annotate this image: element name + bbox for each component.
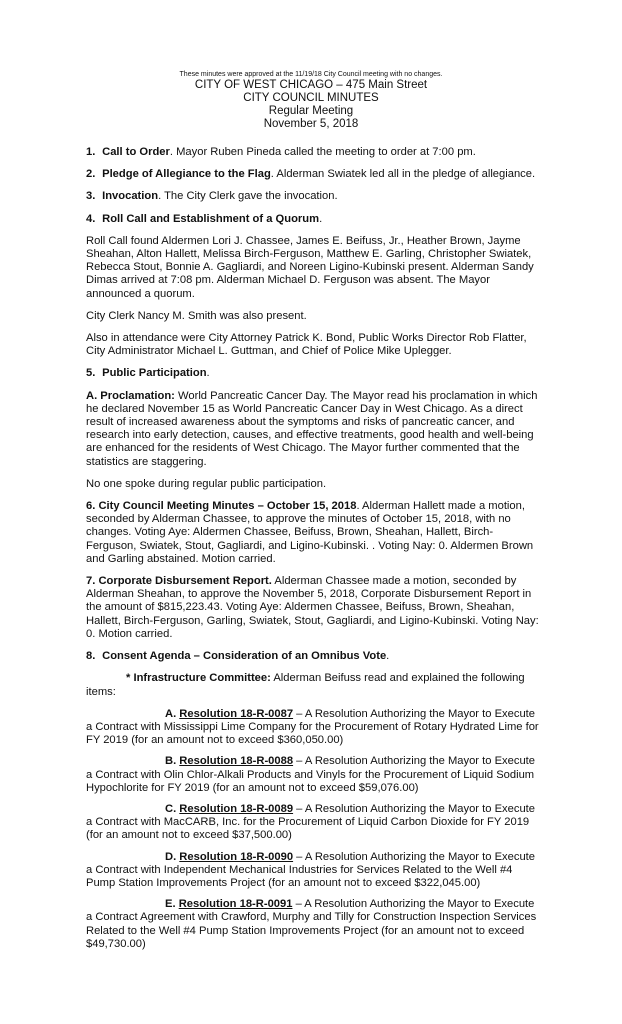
section-number: 8. [86, 650, 96, 663]
header-document-type: CITY COUNCIL MINUTES [243, 92, 379, 104]
header-meeting-type: Regular Meeting [268, 105, 354, 117]
no-one-spoke-paragraph: No one spoke during regular public participation. [86, 477, 327, 490]
resolution-letter: E. [165, 898, 176, 911]
infrastructure-committee-title: * Infrastructure Committee: [126, 672, 271, 685]
resolution-letter: A. [165, 707, 177, 720]
section-text: . The City Clerk gave the invocation. [158, 190, 338, 203]
proclamation-title: A. Proclamation: [86, 389, 175, 402]
resolution-id: Resolution 18-R-0091 [178, 898, 293, 911]
section-number: 5. [86, 367, 96, 380]
resolution-item [86, 851, 542, 891]
section-title: City Council Meeting Minutes – October 15, 2018 [98, 500, 357, 513]
document-header [0, 70, 622, 131]
resolution-item [86, 708, 542, 748]
minutes-body [86, 146, 542, 959]
section-number: 2. [86, 168, 96, 181]
clerk-paragraph: City Clerk Nancy M. Smith was also present. [86, 309, 307, 322]
resolution-text: – A Resolution Authorizing the Mayor to Execute a Contract with Mississippi Lime Company for the Procurement of Rotary Hydrated Lime for FY 2019 (for an amount not to exceed $360,050.00) [86, 707, 539, 747]
resolution-item [86, 898, 542, 951]
section-title: Public Participation [102, 367, 207, 380]
section-text: . [206, 367, 210, 380]
resolution-text: – A Resolution Authorizing the Mayor to Execute a Contract with Independent Mechanical Industries for Services Related to the Well #4 Pump Station Improvements Project (for an amount not to exceed $322,045.00) [86, 850, 535, 889]
section-text: . Mayor Ruben Pineda called the meeting to order at 7:00 pm. [169, 146, 476, 158]
proclamation-paragraph [86, 390, 542, 469]
section-disbursement-report [86, 575, 542, 641]
infrastructure-committee-text: Alderman Beifuss read and explained the following items: [86, 672, 525, 698]
resolution-id: Resolution 18-R-0090 [179, 850, 294, 863]
attendance-paragraph: Also in attendance were City Attorney Patrick K. Bond, Public Works Director Rob Flatter, City Administrator Michael L. Guttman, and Chief of Police Mike Uplegger. [86, 332, 527, 358]
resolution-text: – A Resolution Authorizing the Mayor to Execute a Contract with Olin Chlor-Alkali Products and Vinyls for the Procurement of Liquid Sodium Hypochlorite for FY 2019 (for an amount not to exceed $59,076.00) [86, 755, 535, 794]
resolution-item [86, 755, 542, 795]
section-pledge [86, 168, 542, 181]
section-text: . [386, 650, 390, 663]
proclamation-text: World Pancreatic Cancer Day. The Mayor read his proclamation in which he declared November 15 as World Pancreatic Cancer Day in West Chicago. As a direct result of increased awareness about the symptoms and risks of pancreatic cancer, and research into early detection, causes, and effective treatments, good health and well-being are enhanced for the residents of West Chicago. The Mayor further commented that the statistics are staggering. [86, 389, 538, 468]
section-title: Call to Order [102, 146, 170, 158]
resolution-letter: B. [165, 755, 177, 768]
roll-call-paragraph: Roll Call found Aldermen Lori J. Chassee, James E. Beifuss, Jr., Heather Brown, Jayme Sheahan, Alton Hallett, Melissa Birch-Ferguson, Matthew E. Garling, Christopher Swiatek, Rebecca Stout, Bonnie A. Gagliardi, and Noreen Ligino-Kubinski present. Alderman Sandy Dimas arrived at 7:08 pm. Alderman Michael D. Ferguson was absent. The Mayor announced a quorum. [86, 234, 534, 300]
section-text: . [319, 212, 323, 225]
section-number: 3. [86, 190, 96, 203]
section-meeting-minutes [86, 500, 542, 566]
section-public-participation [86, 367, 542, 380]
approval-note: These minutes were approved at the 11/19/18 City Council meeting with no changes. [179, 71, 443, 78]
resolution-text: – A Resolution Authorizing the Mayor to Execute a Contract Agreement with Crawford, Murphy and Tilly for Construction Inspection Services Related to the Well #4 Pump Station Improvements Project (for an amount not to exceed $49,730.00) [86, 898, 537, 950]
resolution-letter: D. [165, 850, 177, 863]
section-title: Pledge of Allegiance to the Flag [102, 168, 271, 181]
section-number: 4. [86, 212, 96, 225]
section-number: 6. [86, 500, 96, 513]
section-title: Corporate Disbursement Report. [98, 575, 272, 588]
section-text: Alderman Chassee made a motion, seconded by Alderman Sheahan, to approve the November 5, 2018, Corporate Disbursement Report in the amount of $815,223.43. Voting Aye: Aldermen Chassee, Beifuss, Brown, Sheahan, Hallett, Birch-Ferguson, Garling, Swiatek, Stout, Gagliardi, and Ligino-Kubinski. Voting Nay: 0. Motion carried. [86, 575, 539, 640]
section-title: Consent Agenda – Consideration of an Omnibus Vote [102, 650, 387, 663]
section-title: Roll Call and Establishment of a Quorum [102, 212, 320, 225]
section-number: 7. [86, 575, 96, 588]
section-text: . Alderman Hallett made a motion, seconded by Alderman Chassee, to approve the minutes of October 15, 2018, with no changes. Voting Aye: Aldermen Chassee, Beifuss, Brown, Sheahan, Hallett, Birch-Ferguson, Swiatek, Stout, Gagliardi, and Ligino-Kubinski. . Voting Nay: 0. Aldermen Brown and Garling abstained. Motion carried. [86, 500, 534, 565]
section-text: . Alderman Swiatek led all in the pledge of allegiance. [270, 168, 536, 181]
section-title: Invocation [102, 190, 159, 203]
resolution-text: – A Resolution Authorizing the Mayor to Execute a Contract with MacCARB, Inc. for the Procurement of Liquid Carbon Dioxide for FY 2019 (for an amount not to exceed $37,500.00) [86, 802, 535, 842]
section-roll-call [86, 213, 542, 226]
section-invocation [86, 190, 542, 203]
section-consent-agenda [86, 650, 542, 663]
resolution-id: Resolution 18-R-0089 [179, 802, 294, 815]
section-number: 1. [86, 146, 96, 158]
infrastructure-committee-paragraph [86, 672, 542, 698]
resolution-id: Resolution 18-R-0088 [179, 755, 294, 768]
header-city-address: CITY OF WEST CHICAGO – 475 Main Street [194, 79, 428, 91]
resolution-letter: C. [165, 802, 177, 815]
resolution-item [86, 803, 542, 843]
section-call-to-order [86, 146, 542, 159]
resolution-id: Resolution 18-R-0087 [179, 707, 294, 720]
header-meeting-date: November 5, 2018 [263, 118, 359, 130]
